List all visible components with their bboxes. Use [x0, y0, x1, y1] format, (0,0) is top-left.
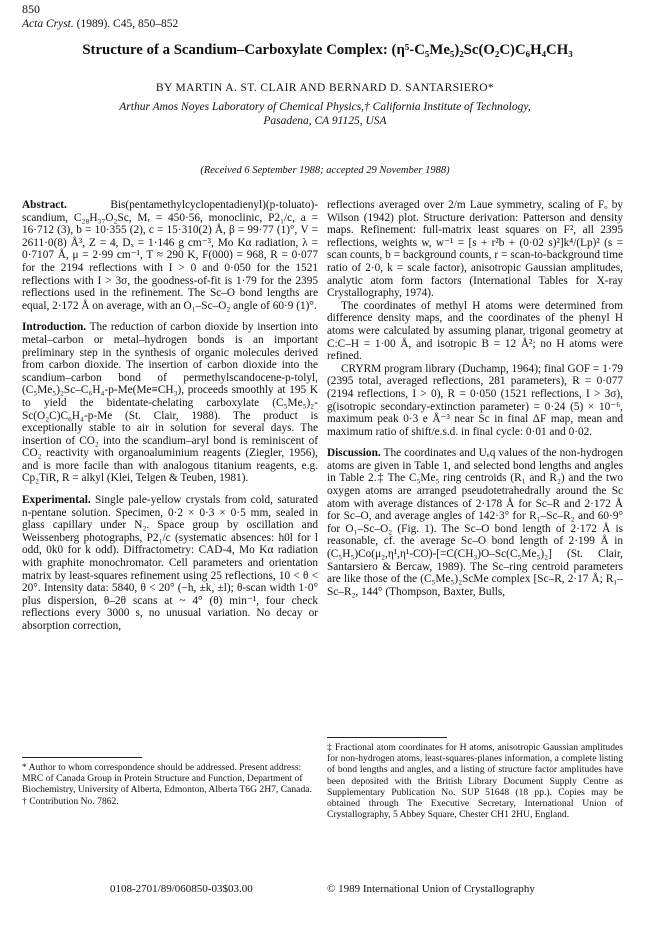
introduction-text: The reduction of carbon dioxide by insertion into metal–carbon or metal–hydrogen bonds is an important preliminary step in the synthesis of organic molecules derived from carbon dioxide. The insertion of carbon dioxide into the scandium–carbon bond of permethylscandocene-p-tolyl, (C₅Me₅)₂Sc–C₆H₄-p-Me(Me≡CH₃), proceeds smoothly at 195 K to yield the bidentate-chelating carboxylate (C₅Me₅)₂-Sc(O₂C)C₆H₄-p-Me (St. Clair, 1988). The product is exceptionally stable to air in solution for several days. The insertion of CO₂ into the scandium–aryl bond is reminiscent of CO₂ reactivity with organoaluminium reagents (Ziegler, 1956), and is more facile than with analogous titanium reagents, e.g. Cp₂TiR, R = alkyl (Klei, Telgen & Teuben, 1981). — [22, 321, 319, 485]
left-column — [22, 199, 318, 633]
introduction-paragraph — [22, 321, 318, 485]
affiliation-line-2: Pasadena, CA 91125, USA — [263, 115, 387, 127]
author-footnote: * Author to whom correspondence should be addressed. Present address: MRC of Canada Group in Protein Structure and Function, Department of Biochemistry, University of Alberta, Edmonton, Alberta T6G 2H7, Canada. — [22, 762, 312, 796]
refinement-paragraph: reflections averaged over 2/m Laue symmetry, scaling of Fₒ by Wilson (1942) plot. Structure derivation: Patterson and density maps. Refinement: full-matrix least squares on F², all 2395 reflections, weights w, w⁻¹ = [s + r²b + (0·02 s)²]k⁴/(Lp)² (s = scan counts, b = background counts, r = scan-to-background time ratio of 2·0, k = scale factor), anisotropic Gaussian amplitudes, analytic atom form factors (International Tables for X-ray Crystallography, 1974). — [327, 199, 623, 300]
discussion-text: The coordinates and Uₑq values of the non-hydrogen atoms are given in Table 1, and selected bond lengths and angles in Table 2.‡ The C₅Me₅ ring centroids (R₁ and R₂) and the two oxygen atoms are arranged pseudotetrahedrally around the Sc atom with average distances of 2·178 Å for Sc–R and 2·172 Å for Sc–O, and average angles of 142·3° for R₁–Sc–R₂ and 60·9° for O₁–Sc–O₂ (Fig. 1). The Sc–O bond length of 2·172 Å is reasonable, cf. the average Sc–O bond length of 2·199 Å in (C₅H₅)Co(μ₂,η¹,η¹-CO)-[=C(CH₃)O–Sc(C₅Me₅)₂] (St. Clair, Santarsiero & Bercaw, 1989). The Sc–ring centroid parameters are like those of the (C₅Me₅)₂ScMe complex [Sc–R, 2·17 Å; R₁–Sc–R₂, 144° (Thompson, Baxter, Bulls, — [327, 447, 623, 598]
abstract-paragraph — [22, 199, 318, 312]
supplementary-text: ‡ Fractional atom coordinates for H atoms, anisotropic Gaussian amplitudes for non-hydrogen atoms, least-squares-planes information, a complete listing of bond lengths and angles, and a listing of structure factor amplitudes have been deposited with the British Library Document Supply Centre as Supplementary Publication No. SUP 51648 (18 pp.). Copies may be obtained through The Executive Secretary, International Union of Crystallography, 5 Abbey Square, Chester CH1 2HU, England. — [327, 742, 623, 821]
supplementary-footnote — [327, 742, 623, 820]
footnotes-left — [22, 762, 318, 807]
footnote-divider-left — [22, 757, 142, 758]
hydrogen-paragraph: The coordinates of methyl H atoms were determined from difference density maps, and the coordinates of the phenyl H atoms were calculated by assuming planar, trigonal geometry at C:C–H = 1·00 Å, and isotropic B = 12 Å²; no H atoms were refined. — [327, 299, 623, 363]
journal-reference — [22, 18, 178, 30]
received-dates: (Received 6 September 1988; accepted 29 November 1988) — [200, 165, 450, 176]
introduction-heading: Introduction. — [22, 321, 87, 334]
page-number: 850 — [22, 2, 40, 16]
journal-citation: (1989). C45, 850–852 — [76, 18, 179, 30]
contribution-footnote: † Contribution No. 7862. — [22, 795, 119, 807]
experimental-paragraph — [22, 494, 318, 633]
author-list: BY MARTIN A. ST. CLAIR AND BERNARD D. SANTARSIERO* — [155, 82, 495, 94]
discussion-heading: Discussion. — [327, 447, 381, 460]
right-column — [327, 199, 623, 598]
experimental-heading: Experimental. — [22, 494, 91, 507]
affiliation — [0, 100, 650, 128]
affiliation-line-1: Arthur Amos Noyes Laboratory of Chemical Physics,† California Institute of Technology, — [119, 101, 531, 113]
footnote-divider-right — [327, 737, 447, 738]
abstract-heading: Abstract. — [22, 199, 67, 211]
copyright-notice: © 1989 International Union of Crystallography — [327, 883, 535, 895]
journal-name: Acta Cryst. — [22, 18, 74, 30]
issn-code: 0108-2701/89/060850-03$03.00 — [110, 883, 253, 895]
article-title: Structure of a Scandium–Carboxylate Complex: (η⁵-C₅Me₅)₂Sc(O₂C)C₆H₄CH₃ — [82, 42, 573, 58]
abstract-text: Bis(pentamethylcyclopentadienyl)(p-toluato)-scandium, C₂₈H₃₇O₂Sc, Mᵣ = 450·56, monoclinic, P2₁/c, a = 16·712 (3), b = 10·355 (2), c = 15·310(2) Å, β = 99·77 (1)°, V = 2611·0(8) Å³, Z = 4, Dₓ = 1·146 g cm⁻³, Mo Kα radiation, λ = 0·7107 Å, μ = 2·99 cm⁻¹, T ≈ 290 K, F(000) = 968, R = 0·077 for the 2194 reflections with I > 0 and 0·050 for the 1521 reflections with I > 3σ, the goodness-of-fit is 1·79 for the 2395 reflections used in the refinement. The Sc–O bond lengths are equal, 2·172 Å on average, with an O₁–Sc–O₂ angle of 60·9 (1)°. — [22, 199, 318, 312]
program-paragraph: CRYRM program library (Duchamp, 1964); final GOF = 1·79 (2395 total, averaged reflections, 281 parameters), R = 0·077 (2194 reflections, I > 0), R = 0·050 (1521 reflections, I > 3σ), g(isotropic secondary-extinction parameter) = 0·24 (5) × 10⁻⁶, maximum peak 0·3 e Å⁻³ near Sc in final ΔF map, mean and maximum ratio of shift/e.s.d. in final cycle: 0·01 and 0·02. — [327, 362, 623, 438]
experimental-text: Single pale-yellow crystals from cold, saturated n-pentane solution. Specimen, 0·2 × 0·3 × 0·5 mm, sealed in glass capillary under N₂. Space group by oscillation and Weissenberg photographs, P2₁/c (systematic absences: h0l for l odd, 0k0 for k odd). Diffractometry: CAD-4, Mo Kα radiation with graphite monochromator. Cell parameters and orientation matrix by least-squares refinement using 25 reflections, 10 < θ < 20°. Intensity data: 5840, θ < 20° (−h, ±k, ±l); θ-scan width 1·0° plus dispersion, θ–2θ scans at ~ 4° (θ) min⁻¹, four check reflections every 3000 s, no unusual variation. No decay or absorption correction, — [22, 494, 318, 632]
discussion-paragraph — [327, 447, 623, 598]
